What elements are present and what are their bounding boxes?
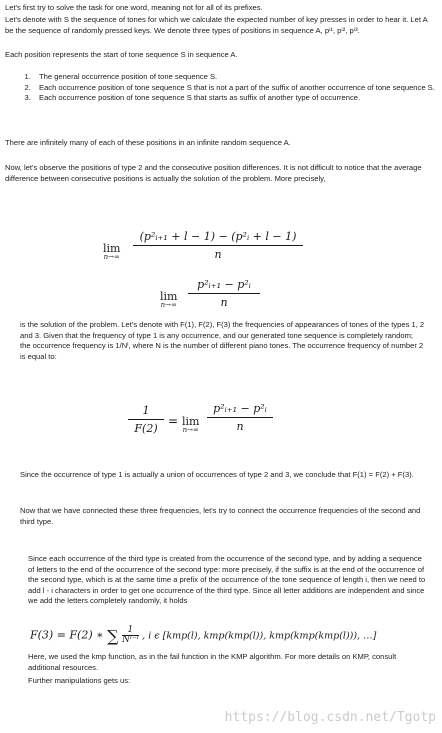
fraction-bar — [128, 419, 164, 420]
fraction-denominator: Nˡ⁻ⁱ — [122, 635, 139, 645]
formula4-index-set: , i ϵ [kmp(l), kmp(kmp(l)), kmp(kmp(kmp(l))), …] — [142, 630, 377, 642]
formula1-fraction — [133, 230, 303, 261]
formula3-lhs-fraction — [128, 404, 164, 435]
formula2-fraction — [188, 278, 260, 309]
fraction-bar — [188, 293, 260, 294]
list-item: 1. The general occurrence position of tone sequence S. — [33, 72, 442, 83]
fraction-denominator: n — [214, 248, 222, 261]
paragraph-frequencies: is the solution of the problem. Let's denote with F(1), F(2), F(3) the frequencies of appearances of tones of the types 1, 2 and 3. Given that the frequency of type 1 is any occurrence, and our generated tone sequence is completely random; the occurrence frequency is 1/Nˡ, where N is the number of different piano tones. The occurrence frequency of number 2 is equal to: — [20, 320, 425, 361]
list-item: 3. Each occurrence position of tone sequence S that starts as suffix of another type of occurrence. — [33, 93, 442, 104]
list-item: 2. Each occurrence position of tone sequence S that is not a part of the suffix of another occurrence of tone sequence S. — [33, 83, 442, 94]
limit-text: lim — [103, 242, 121, 255]
limit-text: lim — [160, 290, 178, 303]
paragraph-definitions: Let's denote with S the sequence of tones for which we calculate the expected number of key presses in order to hear it. Let A be the sequence of randomly pressed keys. We denote three types of positions in sequence A, pⁱ¹, pⁱ², pⁱ³. — [5, 15, 428, 35]
paragraph-further: Further manipulations gets us: — [28, 676, 131, 685]
formula4-fraction — [122, 626, 139, 645]
fraction-numerator: p²ᵢ₊₁ − p²ᵢ — [197, 278, 251, 291]
fraction-numerator: p²ᵢ₊₁ − p²ᵢ — [213, 402, 267, 415]
limit-subscript: n→∞ — [160, 301, 177, 309]
fraction-bar — [133, 245, 303, 246]
fraction-denominator: F(2) — [134, 422, 158, 435]
paragraph-intro: Let's first try to solve the task for one word, meaning not for all of its prefixes. — [5, 3, 263, 12]
formula3-fraction — [207, 402, 273, 433]
position-types-list — [5, 72, 442, 104]
paragraph-connect: Now that we have connected these three frequencies, let's try to connect the occurrence frequencies of the second and third type. — [20, 506, 421, 526]
formula2-limit — [160, 290, 177, 309]
limit-subscript: n→∞ — [103, 253, 120, 261]
paragraph-third-type: Since each occurrence of the third type is created from the occurrence of the second type, and by adding a sequence of letters to the end of the occurrence of the second type: more precisely, if the suffix is at the end of the occurrence of the second type, which is at the same time a prefix of the occurrence of the tone sequence of length i, then we need to add l - i characters in order to get one occurrence of the third type. Since all letter additions are independent and since we add the letters completely randomly, it holds — [28, 554, 426, 605]
formula1-limit — [103, 242, 120, 261]
fraction-numerator: 1 — [127, 625, 134, 635]
fraction-numerator: (p²ᵢ₊₁ + l − 1) − (p²ᵢ + l − 1) — [139, 230, 297, 243]
limit-subscript: n→∞ — [182, 426, 199, 434]
formula3-equals: = — [168, 414, 179, 428]
sum-symbol: ∑ — [107, 626, 119, 646]
fraction-denominator: n — [236, 420, 244, 433]
paragraph-infinite: There are infinitely many of each of these positions in an infinite random sequence A. — [5, 138, 291, 147]
formula4 — [30, 626, 376, 646]
formula3-limit — [182, 415, 199, 434]
paragraph-observe: Now, let's observe the positions of type 2 and the consecutive position differences. It is not difficult to notice that the average difference between consecutive positions is actually the solution of the problem. More precisely, — [5, 163, 422, 183]
paragraph-positions: Each position represents the start of tone sequence S in sequence A. — [5, 50, 238, 59]
fraction-denominator: n — [220, 296, 228, 309]
fraction-numerator: 1 — [142, 404, 150, 417]
formula4-lhs: F(3) = F(2) ∗ — [30, 628, 104, 642]
fraction-bar — [207, 417, 273, 418]
paragraph-kmp: Here, we used the kmp function, as in the fail function in the KMP algorithm. For more details on KMP, consult additional resources. — [28, 652, 397, 672]
paragraph-union: Since the occurrence of type 1 is actually a union of occurrences of type 2 and 3, we conclude that F(1) = F(2) + F(3). — [20, 470, 414, 479]
watermark-url: https://blog.csdn.net/Tgotp — [224, 710, 436, 725]
limit-text: lim — [182, 415, 200, 428]
